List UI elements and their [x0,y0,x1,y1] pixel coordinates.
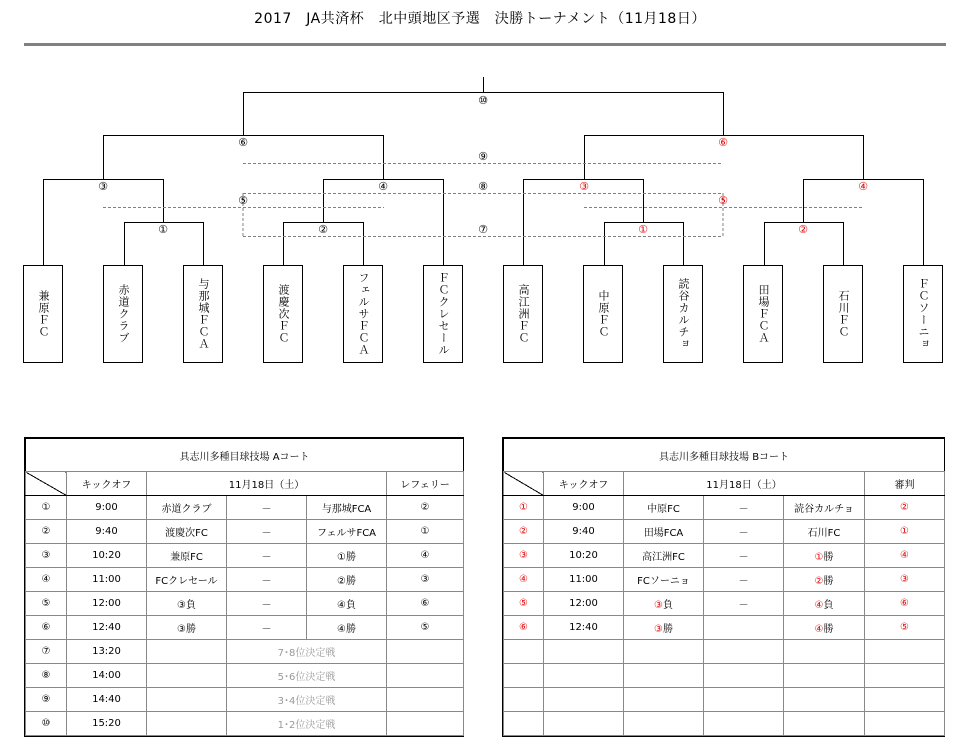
home-team [147,640,227,664]
home-team: ③負 [624,592,704,616]
away-team [784,688,865,712]
match-reference-mark: ③ [654,624,663,635]
bracket-mark-r6: ⑥ [718,136,728,149]
team-box-12 [903,265,943,363]
away-team: ④負 [784,592,865,616]
away-team [784,664,865,688]
match-number: ⑦ [26,640,67,664]
team-box-3 [183,265,223,363]
away-team: ①勝 [784,544,865,568]
match-number: ⑥ [26,616,67,640]
versus: － [704,520,784,544]
kickoff-time: 12:40 [544,616,624,640]
versus: － [704,496,784,520]
team-box-8 [583,265,623,363]
table-row [26,712,464,736]
referee [865,664,945,688]
table-row [504,520,945,544]
referee [865,712,945,736]
referee: ① [387,520,464,544]
versus: － [227,520,307,544]
court-b-table [503,438,945,736]
team-box-1 [23,265,63,363]
home-team [624,664,704,688]
match-number: ⑤ [504,592,544,616]
home-team [624,688,704,712]
team-name: 石川ＦＣ [837,290,850,338]
away-team [387,712,464,736]
table-row [504,688,945,712]
versus [704,616,784,640]
away-team: フェルサFCA [307,520,387,544]
court-a-title: 具志川多種目球技場 Aコート [26,439,464,472]
versus [704,664,784,688]
versus: － [704,592,784,616]
bracket-mark-l4: ④ [378,180,388,193]
table-row [504,544,945,568]
home-team [147,664,227,688]
header-diagonal-cell [504,472,544,496]
home-team: FCクレセール [147,568,227,592]
kickoff-time: 11:00 [544,568,624,592]
versus: － [227,592,307,616]
kickoff-time: 11:00 [67,568,147,592]
kickoff-time: 10:20 [544,544,624,568]
match-reference-mark: ② [814,576,824,587]
home-team: FCソーニョ [624,568,704,592]
table-row [504,616,945,640]
header-diagonal-cell [26,472,67,496]
kickoff-time: 10:20 [67,544,147,568]
bracket-mark-l6: ⑥ [238,136,248,149]
match-reference-mark: ④ [814,624,824,635]
home-team [147,688,227,712]
match-number: ③ [504,544,544,568]
match-number: ③ [26,544,67,568]
page-title: 2017 JA共済杯 北中頭地区予選 決勝トーナメント（11月18日） [254,11,706,27]
bracket-mark-r5: ⑤ [718,194,728,207]
away-team: ②勝 [784,568,865,592]
match-reference-mark: ③ [654,600,663,611]
team-box-9 [663,265,703,363]
referee: ⑥ [387,592,464,616]
match-number: ⑨ [26,688,67,712]
kickoff-time: 12:40 [67,616,147,640]
match-number: ⑩ [26,712,67,736]
table-row [26,544,464,568]
away-team: ④勝 [784,616,865,640]
header-referee: レフェリー [387,472,464,496]
kickoff-time [544,712,624,736]
referee [865,640,945,664]
court-a-table [25,438,464,736]
home-team: 高江洲FC [624,544,704,568]
bracket-mark-10: ⑩ [478,94,488,107]
team-name: 田場ＦＣＡ [757,284,770,344]
bracket-mark-8: ⑧ [478,180,488,193]
bracket-mark-r1: ① [638,223,648,236]
bracket-mark-r2: ② [798,223,808,236]
versus [704,712,784,736]
away-team: 読谷カルチョ [784,496,865,520]
away-team: ④負 [307,592,387,616]
kickoff-time: 9:40 [67,520,147,544]
bracket-mark-l3: ③ [98,180,108,193]
kickoff-time: 12:00 [67,592,147,616]
match-reference-mark: ④ [814,600,824,611]
team-name: 高江洲ＦＣ [517,284,530,344]
home-team: 中原FC [624,496,704,520]
referee: ⑥ [865,592,945,616]
match-note: 3･4位決定戦 [227,688,387,712]
team-box-11 [823,265,863,363]
table-row [504,664,945,688]
away-team: 与那城FCA [307,496,387,520]
team-box-6 [423,265,463,363]
team-box-10 [743,265,783,363]
match-number: ① [504,496,544,520]
away-team [387,688,464,712]
header-date: 11月18日（土） [147,472,387,496]
versus: － [227,496,307,520]
match-number [504,640,544,664]
team-name: 兼原ＦＣ [37,290,50,338]
match-number [504,664,544,688]
table-row [26,664,464,688]
referee: ① [865,520,945,544]
referee: ④ [865,544,945,568]
kickoff-time [544,640,624,664]
team-name: 与那城ＦＣＡ [197,278,210,350]
versus: － [227,568,307,592]
away-team: ④勝 [307,616,387,640]
team-name: 読谷カルチョ [677,278,690,350]
home-team: 兼原FC [147,544,227,568]
match-note: 5･6位決定戦 [227,664,387,688]
team-name: 赤道クラブ [117,284,130,344]
home-team: ③負 [147,592,227,616]
match-note: 1･2位決定戦 [227,712,387,736]
home-team [624,640,704,664]
away-team [387,640,464,664]
team-box-2 [103,265,143,363]
team-box-4 [263,265,303,363]
team-name: 渡慶次ＦＣ [277,284,290,344]
team-box-7 [503,265,543,363]
match-reference-mark: ① [814,552,824,563]
court-b-schedule [502,437,945,737]
home-team [624,712,704,736]
table-row [504,496,945,520]
kickoff-time: 9:40 [544,520,624,544]
table-row [504,592,945,616]
team-box-5 [343,265,383,363]
match-number: ⑥ [504,616,544,640]
court-a-schedule [24,437,464,737]
kickoff-time: 15:20 [67,712,147,736]
away-team [387,664,464,688]
versus: － [704,544,784,568]
match-number: ② [26,520,67,544]
table-row [504,568,945,592]
bracket-mark-r3: ③ [579,180,589,193]
away-team: ①勝 [307,544,387,568]
versus [704,640,784,664]
referee: ② [387,496,464,520]
bracket-mark-7: ⑦ [478,223,488,236]
referee: ⑤ [865,616,945,640]
match-number: ① [26,496,67,520]
table-row [26,616,464,640]
away-team [784,712,865,736]
home-team: 渡慶次FC [147,520,227,544]
table-row [504,712,945,736]
match-number: ② [504,520,544,544]
home-team: 田場FCA [624,520,704,544]
kickoff-time [544,688,624,712]
table-row [26,568,464,592]
referee: ② [865,496,945,520]
home-team: ③勝 [624,616,704,640]
court-b-title: 具志川多種目球技場 Bコート [504,439,945,472]
table-row [26,688,464,712]
kickoff-time: 12:00 [544,592,624,616]
versus: － [704,568,784,592]
table-row [26,520,464,544]
kickoff-time: 14:40 [67,688,147,712]
home-team: 赤道クラブ [147,496,227,520]
header-kickoff: キックオフ [67,472,147,496]
away-team [784,640,865,664]
table-row [26,640,464,664]
team-name: 中原ＦＣ [597,290,610,338]
match-number [504,712,544,736]
bracket-mark-l1: ① [158,223,168,236]
header-date: 11月18日（土） [624,472,865,496]
table-row [26,592,464,616]
match-number: ⑤ [26,592,67,616]
bracket-mark-l5: ⑤ [238,194,248,207]
bracket-mark-r4: ④ [858,180,868,193]
bracket-mark-l2: ② [318,223,328,236]
table-row [26,496,464,520]
away-team: 石川FC [784,520,865,544]
table-row [504,640,945,664]
versus [704,688,784,712]
match-number [504,688,544,712]
referee: ⑤ [387,616,464,640]
away-team: ②勝 [307,568,387,592]
home-team [147,712,227,736]
versus: － [227,544,307,568]
bracket-mark-9: ⑨ [478,150,488,163]
team-name: ＦＣクレセール [437,272,450,356]
header-referee: 審判 [865,472,945,496]
referee: ③ [387,568,464,592]
kickoff-time: 14:00 [67,664,147,688]
match-number: ④ [504,568,544,592]
referee: ④ [387,544,464,568]
kickoff-time: 13:20 [67,640,147,664]
header-kickoff: キックオフ [544,472,624,496]
home-team: ③勝 [147,616,227,640]
match-note: 7･8位決定戦 [227,640,387,664]
team-name: フェルサＦＣＡ [357,272,370,356]
match-number: ④ [26,568,67,592]
kickoff-time: 9:00 [67,496,147,520]
referee [865,688,945,712]
team-name: ＦＣソーニョ [917,278,930,350]
kickoff-time [544,664,624,688]
match-number: ⑧ [26,664,67,688]
versus: － [227,616,307,640]
kickoff-time: 9:00 [544,496,624,520]
referee: ③ [865,568,945,592]
